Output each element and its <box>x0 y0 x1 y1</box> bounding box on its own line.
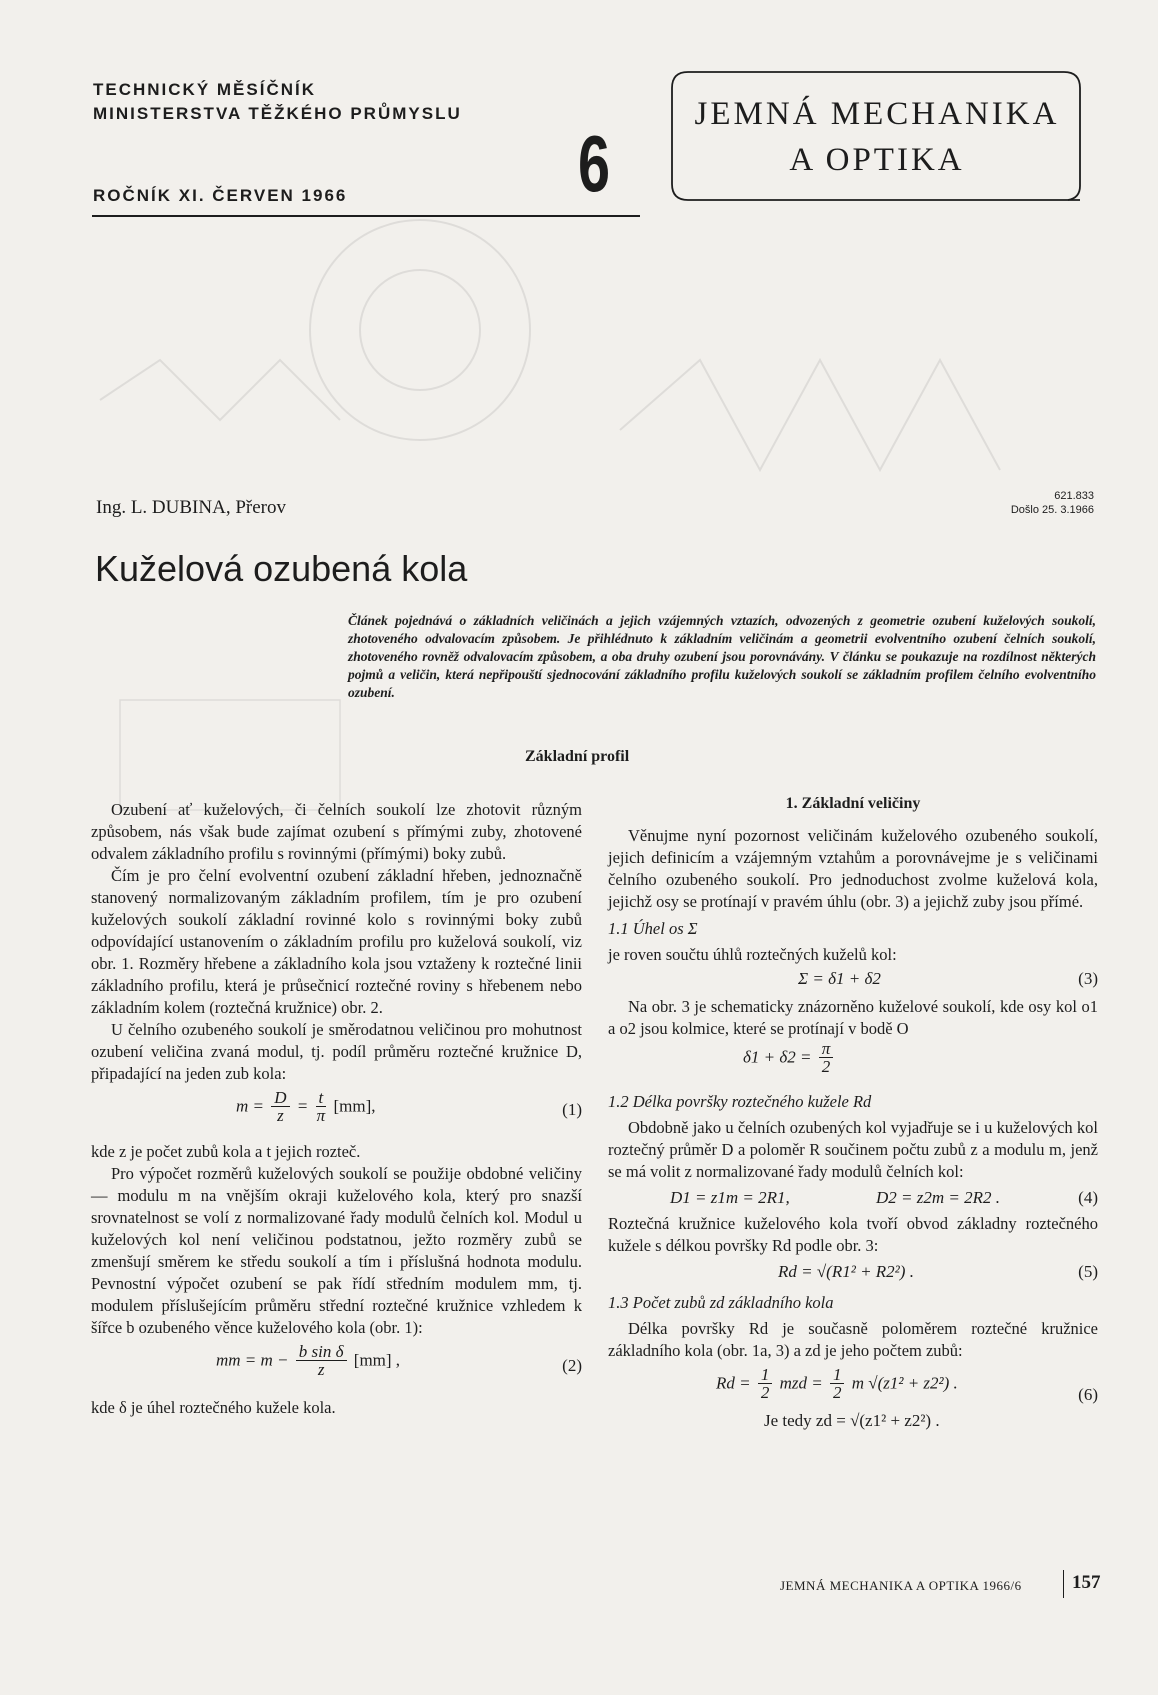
eq6-denominator: 2 <box>760 1383 770 1402</box>
eq3-body: Σ = δ1 + δ2 <box>798 969 881 988</box>
article-abstract: Článek pojednává o základních veličinách a jejich vzájemných vztazích, odvozených z geometrie ozubení kuželových soukolí, zhotoveného odvalovacím způsobem. Je přihlédnuto k základním veličinám a geometrii evolventního ozubení čelních soukolí, zhotoveného rovněž odvalovacím způsobem, a oba druhy ozubení jsou porovnávány. V článku se poukazuje na rozdílnost některých pojmů a veličin, která nepřipouští sjednocování základního profilu kuželových soukolí se základním profilem čelního evolventního ozubení. <box>348 613 1096 700</box>
equation-1: m = $\frac{D}{z}$ = $\frac{t}{\pi}$ [mm], (1) <box>236 1088 582 1125</box>
eq2-denominator: z <box>317 1360 325 1379</box>
eq6-numerator-2: 1 <box>830 1366 845 1384</box>
eq6-number: (6) <box>1078 1385 1098 1404</box>
eq4-part-a: D1 = z1m = 2R1, <box>670 1188 790 1207</box>
eq4-number: (4) <box>1078 1188 1098 1207</box>
eq2-unit: [mm] , <box>353 1350 401 1370</box>
equation-6 <box>608 1366 1098 1410</box>
eq5-number: (5) <box>1078 1262 1098 1281</box>
footer-journal: JEMNÁ MECHANIKA A OPTIKA 1966/6 <box>780 1578 1022 1593</box>
left-paragraph: U čelního ozubeného soukolí je směrodatnou veličinou pro mohutnost ozubení veličina zvaná modul, tj. podíl průměru roztečné kružnice D, připadající na jeden zub kola: <box>91 1020 582 1083</box>
volume-line: ROČNÍK XI. ČERVEN 1966 <box>93 186 348 205</box>
left-paragraph: Ozubení ať kuželových, či čelních soukolí lze zhotovit různým způsobem, nás však bude zajímat ozubení s přímými zuby, zhotovené odvalem základního profilu s rovinnými (přímými) boky zubů. <box>91 800 582 863</box>
equation-3 <box>608 966 1098 996</box>
right-paragraph: Na obr. 3 je schematicky znázorněno kuželové soukolí, kde osy kol o1 a o2 jsou kolmice, které se protínají v bodě O <box>608 997 1098 1038</box>
header-rule <box>92 215 640 217</box>
eq5-body: Rd = √(R1² + R2²) . <box>778 1262 914 1281</box>
eq3b-lhs: δ1 + δ2 = <box>743 1047 812 1067</box>
page-number: 157 <box>1072 1572 1101 1593</box>
eq1-lhs: m = <box>236 1096 264 1116</box>
eq6-middle: mzd = <box>779 1373 823 1393</box>
right-paragraph: Délka površky Rd je současně poloměrem roztečné kružnice základního kola (obr. 1a, 3) a zd je jeho počtem zubů: <box>608 1319 1098 1360</box>
eq2-numerator: b sin δ <box>296 1343 347 1361</box>
eq3b-denominator: 2 <box>821 1057 831 1076</box>
journal-title-line-1: JEMNÁ MECHANIKA <box>694 96 1060 132</box>
eq4-part-b: D2 = z2m = 2R2 . <box>876 1188 1000 1207</box>
left-paragraph: Pro výpočet rozměrů kuželových soukolí se použije obdobné veličiny — modulu m na vnějším okraji kuželového kola, který pro snazší srovnatelnost se volí z normalizované řady modulů čelních kol. Modul u kuželových kol není veličinou podstatnou, ježto rozměry zubů se zmenšují směrem ke středu soukolí a tím i příslušná hodnota modulu. Pevnostní výpočet ozubení se pak řídí středním modulem mm, tj. modulem příslušejícím průměru střední roztečné kružnice vzhledem k šířce b ozubeného věnce kuželového kola (obr. 1): <box>91 1164 582 1337</box>
received-date: Došlo 25. 3.1966 <box>1010 504 1094 516</box>
left-paragraph: Čím je pro čelní evolventní ozubení základní hřeben, jednoznačně stanovený normalizovaným základním profilem, tím je pro ozubení kuželových soukolí základní rovinné kolo s rovinnými boky zubů odpovídající ustanovením o základním profilu pro kuželová soukolí, viz obr. 1. Rozměry hřebene a základního kola jsou vztaženy k roztečné linii základního profilu, která je průsečnicí roztečné roviny s hřebenem nebo základním kolem (roztečná kružnice) obr. 2. <box>91 866 582 1017</box>
equation-6-tail <box>608 1410 1098 1440</box>
left-column <box>91 799 582 1419</box>
eq1-numerator-d: D <box>271 1089 289 1107</box>
eq1-denominator-z: z <box>277 1106 284 1125</box>
subsection-heading-1-1: 1.1 Úhel os Σ <box>608 919 698 938</box>
footer-divider <box>1063 1570 1064 1598</box>
section-heading: Základní profil <box>525 748 630 765</box>
eq2-lhs: mm = m − <box>216 1350 289 1370</box>
right-paragraph: je roven součtu úhlů roztečných kuželů kol: <box>608 945 897 964</box>
subsection-heading-1-2: 1.2 Délka površky roztečného kužele Rd <box>608 1092 872 1111</box>
issue-number: 6 <box>578 119 611 208</box>
publisher-line-2: MINISTERSTVA TĚŽKÉHO PRŮMYSLU <box>93 104 462 123</box>
equation-4 <box>608 1183 1098 1213</box>
right-paragraph: Obdobně jako u čelních ozubených kol vyjadřuje se i u kuželových kol roztečný průměr D a poloměr R součinem počtu zubů z a modulu m, jenž se má volit z normalizované řady modulů čelních kol: <box>608 1118 1098 1181</box>
eq2-number: (2) <box>562 1356 582 1375</box>
equation-5 <box>608 1257 1098 1287</box>
right-paragraph: Věnujme nyní pozornost veličinám kuželového ozubeného soukolí, jejich definicím a vzájemným vztahům a porovnávejme je s veličinami čelního ozubeného soukolí. Pro jednoduchost zvolme kuželová kola, jejichž osy se protínají v pravém úhlu (obr. 3) a jejichž zuby jsou přímé. <box>608 826 1098 911</box>
article-title: Kuželová ozubená kola <box>95 548 468 589</box>
journal-title-line-2: A OPTIKA <box>789 142 965 178</box>
right-paragraph: Roztečná kružnice kuželového kola tvoří obvod základny roztečného kužele s délkou površky Rd podle obr. 3: <box>608 1214 1098 1255</box>
eq3-number: (3) <box>1078 969 1098 988</box>
left-paragraph: kde δ je úhel roztečného kužele kola. <box>91 1398 336 1417</box>
right-column <box>608 793 1098 1440</box>
eq6-lhs: Rd = <box>716 1373 751 1393</box>
publisher-line-1: TECHNICKÝ MĚSÍČNÍK <box>93 80 317 99</box>
subsection-heading-1-3: 1.3 Počet zubů zd základního kola <box>608 1293 834 1312</box>
eq1-numerator-t: t <box>316 1089 327 1107</box>
article-author: Ing. L. DUBINA, Přerov <box>96 497 286 518</box>
eq1-unit: [mm], <box>333 1096 376 1116</box>
eq6-denominator-2: 2 <box>832 1383 842 1402</box>
eq6-tail: Je tedy zd = √(z1² + z2²) . <box>764 1411 940 1430</box>
subsection-heading: 1. Základní veličiny <box>785 795 921 812</box>
equation-3b <box>608 1040 1098 1086</box>
journal-title-box <box>668 66 1086 206</box>
udc-code: 621.833 <box>1054 490 1094 502</box>
equation-2 <box>91 1343 582 1397</box>
eq1-denominator-pi: π <box>316 1106 326 1125</box>
journal-title-frame <box>668 66 1086 206</box>
left-paragraph: kde z je počet zubů kola a t jejich rozteč. <box>91 1142 361 1161</box>
eq1-number: (1) <box>562 1100 582 1119</box>
eq6-rhs: m √(z1² + z2²) . <box>851 1373 958 1393</box>
eq6-numerator: 1 <box>758 1366 773 1384</box>
eq3b-numerator: π <box>819 1040 834 1058</box>
